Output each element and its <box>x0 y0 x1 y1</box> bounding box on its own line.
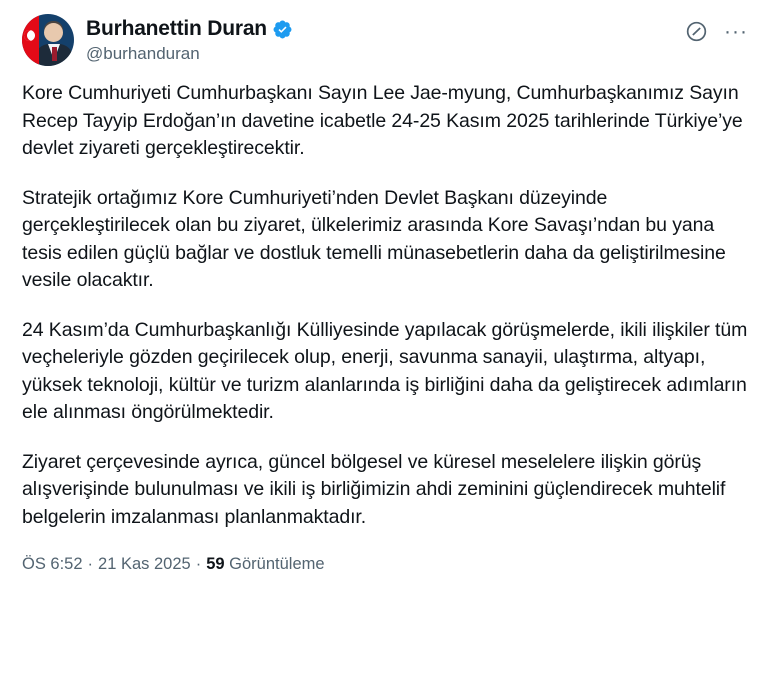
tweet-time: ÖS 6:52 <box>22 555 83 573</box>
views-count: 59 <box>206 555 225 573</box>
footer-separator: · <box>195 555 202 573</box>
avatar-tie <box>52 47 57 61</box>
crescent-icon <box>24 30 35 41</box>
tweet-paragraph: 24 Kasım’da Cumhurbaşkanlığı Külliyesinde yapılacak görüşmelerde, ikili ilişkiler tüm veçheleriyle gözden geçirilecek olup, enerji, savunma sanayii, ulaştırma, altyapı, yüksek teknoloji, kültür ve turizm alanlarında iş birliğini daha da geliştirecek adımların ele alınması öngörülmektedir. <box>22 318 748 423</box>
tweet-header <box>22 14 748 66</box>
avatar[interactable] <box>22 14 74 66</box>
author-handle[interactable]: @burhanduran <box>86 44 200 63</box>
tweet-date: 21 Kas 2025 <box>98 555 191 573</box>
verified-badge-icon <box>272 19 293 40</box>
tweet-paragraph: Ziyaret çerçevesinde ayrıca, güncel bölgesel ve küresel meselelere ilişkin görüş alışverişinde bulunulması ve ikili iş birliğimizin ahdi zeminini güçlendirecek muhtelif belgelerin imzalanması planlanmaktadır. <box>22 450 726 528</box>
tweet-footer <box>22 553 748 575</box>
tweet-paragraph: Kore Cumhuriyeti Cumhurbaşkanı Sayın Lee Jae-myung, Cumhurbaşkanımız Sayın Recep Tayyip Erdoğan’ın davetine icabetle 24-25 Kasım 2025 tarihlerinde Türkiye’ye devlet ziyareti gerçekleştirecektir. <box>22 82 743 159</box>
tweet-paragraph: Stratejik ortağımız Kore Cumhuriyeti’nden Devlet Başkanı düzeyinde gerçekleştirilecek olan bu ziyaret, ülkelerimiz arasında Kore Savaşı’ndan bu yana tesis edilen güçlü bağlar ve dostluk temelli münasebetlerin daha da geliştirilmesine vesile olacaktır. <box>22 186 726 291</box>
tweet-body <box>22 80 748 531</box>
avatar-face <box>44 23 63 42</box>
more-options-icon[interactable]: ··· <box>724 20 748 43</box>
footer-separator: · <box>87 555 94 573</box>
tweet-header-actions <box>685 14 748 43</box>
author-display-name[interactable]: Burhanettin Duran <box>86 17 267 40</box>
author-names <box>86 14 685 65</box>
grok-icon[interactable] <box>685 20 708 43</box>
display-name-row <box>86 16 685 42</box>
views-label: Görüntüleme <box>229 555 325 573</box>
